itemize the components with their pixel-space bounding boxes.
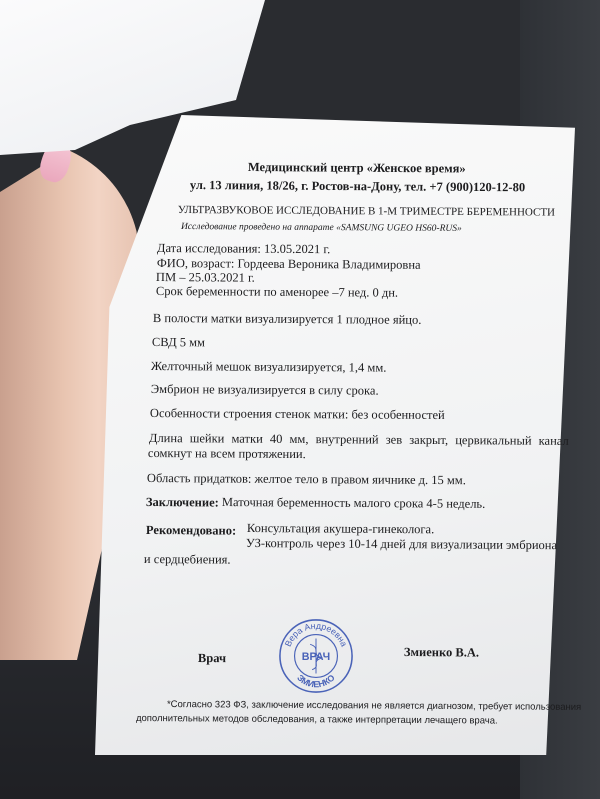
device-note: Исследование проведено на аппарате «SAMSUNG UGEO HS60-RUS» — [180, 222, 462, 234]
finding-6-line-2: сомкнут на всем протяжении. — [147, 446, 306, 462]
clinic-address: ул. 13 линия, 18/26, г. Ростов-на-Дону, тел. +7 (900)120-12-80 — [189, 178, 526, 195]
footnote-line-1: *Согласно 323 ФЗ, заключение исследования не является диагнозом, требует использования — [166, 699, 582, 713]
report-title: УЛЬТРАЗВУКОВОЕ ИССЛЕДОВАНИЕ В 1-М ТРИМЕСТРЕ БЕРЕМЕННОСТИ — [177, 204, 556, 219]
recommendation-line-3: и сердцебиения. — [143, 552, 231, 567]
finding-2: СВД 5 мм — [151, 335, 206, 350]
finding-6-line-1: Длина шейки матки 40 мм, внутренний зев закрыт, цервикальный канал — [148, 431, 569, 448]
recommendation-line-2: УЗ-контроль через 10-14 дней для визуализации эмбриона — [245, 536, 558, 553]
recommendation-label: Рекомендовано: — [145, 523, 237, 538]
doctor-name: Змиенко В.А. — [403, 645, 480, 660]
signature-role: Врач — [197, 651, 227, 666]
recommendation-line-1: Консультация акушера-гинеколога. — [246, 521, 435, 537]
finding-3: Желточный мешок визуализируется, 1,4 мм. — [150, 359, 387, 375]
exam-date: Дата исследования: 13.05.2021 г. — [156, 241, 331, 257]
clinic-name: Медицинский центр «Женское время» — [247, 160, 466, 176]
conclusion-label: Заключение: — [145, 495, 219, 510]
pregnancy-term: Срок беременности по аменорее –7 нед. 0 дн. — [155, 284, 399, 300]
stamp-bottom-text: ЗМИЕНКО — [295, 672, 337, 690]
footnote-line-2: дополнительных методов обследования, а также интерпретации лечащего врача. — [135, 713, 498, 727]
last-period: ПМ – 25.03.2021 г. — [155, 270, 255, 285]
patient-name: ФИО, возраст: Гордеева Вероника Владимировна — [156, 256, 421, 272]
stamp-center-text: ВРАЧ — [301, 650, 331, 663]
finding-7: Область придатков: желтое тело в правом яичнике д. 15 мм. — [146, 471, 466, 488]
conclusion-text: Маточная беременность малого срока 4-5 недель. — [221, 495, 486, 511]
doctor-stamp — [277, 617, 355, 695]
stamp-top-text: Вера Андреевна — [282, 620, 350, 649]
finding-4: Эмбрион не визуализируется в силу срока. — [150, 382, 379, 398]
finding-5: Особенности строения стенок матки: без особенностей — [149, 406, 445, 423]
finding-1: В полости матки визуализируется 1 плодное яйцо. — [152, 311, 422, 327]
